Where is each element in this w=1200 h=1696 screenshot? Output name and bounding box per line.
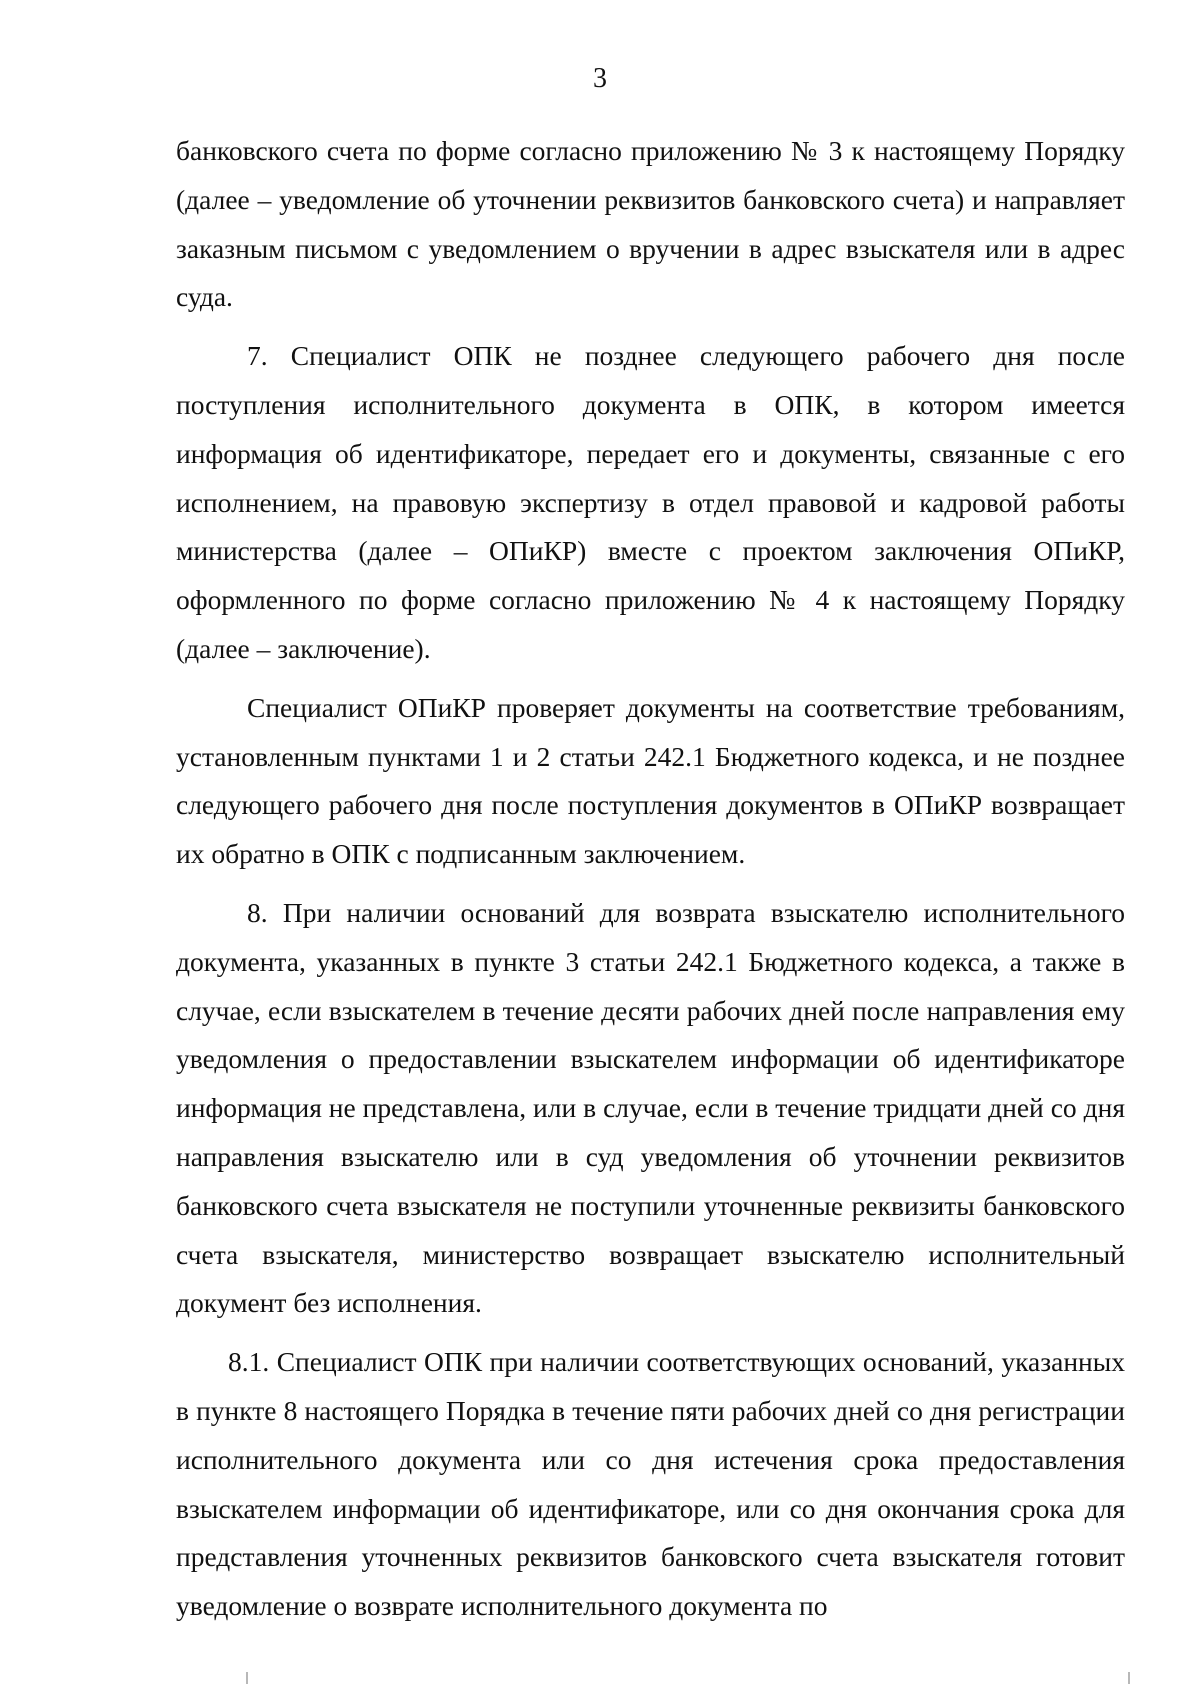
paragraph-opikr-check: Специалист ОПиКР проверяет документы на соответствие требованиям, установленным пунктами 1 и 2 статьи 242.1 Бюджетного кодекса, и не позднее следующего рабочего дня после поступления документов в ОПиКР возвращает их обратно в ОПК с подписанным заключением. (176, 691, 1125, 870)
paragraph-item-8-1: 8.1. Специалист ОПК при наличии соответствующих оснований, указанных в пункте 8 настоящего Порядка в течение пяти рабочих дней со дня регистрации исполнительного документа или со дня истечения срока предоставления взыскателем информации об идентификаторе, или со дня окончания срока для представления уточненных реквизитов банковского счета взыскателя готовит уведомление о возврате исполнительного документа по (176, 1346, 1125, 1622)
scan-edge-mark (246, 1672, 248, 1684)
paragraph-continuation: банковского счета по форме согласно приложению № 3 к настоящему Порядку (далее – уведомление об уточнении реквизитов банковского счета) и направляет заказным письмом с уведомлением о вручении в адрес взыскателя или в адрес суда. (176, 135, 1125, 313)
paragraph-item-8: 8. При наличии оснований для возврата взыскателю исполнительного документа, указанных в пункте 3 статьи 242.1 Бюджетного кодекса, а также в случае, если взыскателем в течение десяти рабочих дней после направления ему уведомления о предоставлении взыскателем информации об идентификаторе информация не представлена, или в случае, если в течение тридцати дней со дня направления взыскателю или в суд уведомления об уточнении реквизитов банковского счета взыскателя не поступили уточненные реквизиты банковского счета взыскателя, министерство возвращает взыскателю исполнительный документ без исполнения. (176, 896, 1125, 1319)
page-number: 3 (593, 63, 607, 94)
scan-edge-mark (1128, 1672, 1130, 1684)
document-body (176, 127, 1125, 1631)
paragraph-item-7: 7. Специалист ОПК не позднее следующего рабочего дня после поступления исполнительного документа в ОПК, в котором имеется информация об идентификаторе, передает его и документы, связанные с его исполнением, на правовую экспертизу в отдел правовой и кадровой работы министерства (далее – ОПиКР) вместе с проектом заключения ОПиКР, оформленного по форме согласно приложению № 4 к настоящему Порядку (далее – заключение). (176, 340, 1125, 664)
